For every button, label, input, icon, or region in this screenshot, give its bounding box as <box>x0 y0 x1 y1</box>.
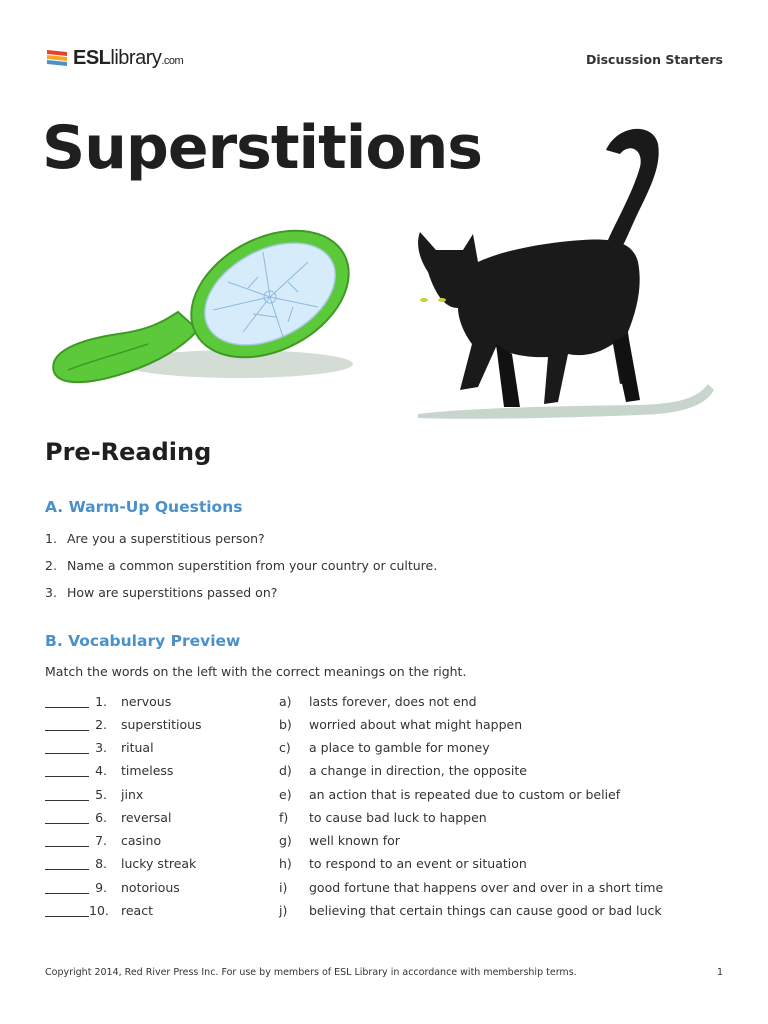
answer-blank[interactable] <box>45 730 89 731</box>
esl-library-logo <box>45 44 183 72</box>
black-cat-icon <box>408 122 720 422</box>
meaning-letter: b) <box>279 717 292 732</box>
answer-blank[interactable] <box>45 800 89 801</box>
vocab-word: reversal <box>121 810 172 825</box>
answer-blank[interactable] <box>45 753 89 754</box>
broken-mirror-icon <box>48 222 358 387</box>
item-number: 10. <box>89 903 109 918</box>
vocabulary-row <box>45 787 685 807</box>
vocab-meaning: well known for <box>309 833 400 848</box>
vocab-word: ritual <box>121 740 154 755</box>
item-number: 4. <box>95 763 107 778</box>
question-number: 3. <box>45 585 57 600</box>
answer-blank[interactable] <box>45 916 89 917</box>
question-number: 1. <box>45 531 57 546</box>
item-number: 2. <box>95 717 107 732</box>
answer-blank[interactable] <box>45 707 89 708</box>
vocab-meaning: believing that certain things can cause good or bad luck <box>309 903 662 918</box>
vocabulary-instructions: Match the words on the left with the correct meanings on the right. <box>45 664 467 679</box>
list-item <box>45 585 277 600</box>
vocabulary-row <box>45 903 685 923</box>
meaning-letter: e) <box>279 787 292 802</box>
vocab-word: react <box>121 903 153 918</box>
item-number: 5. <box>95 787 107 802</box>
vocab-word: jinx <box>121 787 144 802</box>
vocab-meaning: good fortune that happens over and over in a short time <box>309 880 664 895</box>
vocabulary-row <box>45 694 685 714</box>
logo-wordmark: ESLlibrary.com <box>73 46 184 69</box>
vocab-meaning: worried about what might happen <box>309 717 523 732</box>
vocab-meaning: lasts forever, does not end <box>309 694 477 709</box>
pre-reading-heading: Pre-Reading <box>45 438 212 466</box>
item-number: 3. <box>95 740 107 755</box>
vocabulary-heading: B. Vocabulary Preview <box>45 632 241 650</box>
answer-blank[interactable] <box>45 869 89 870</box>
vocab-word: nervous <box>121 694 172 709</box>
vocabulary-row <box>45 810 685 830</box>
item-number: 1. <box>95 694 107 709</box>
meaning-letter: j) <box>279 903 288 918</box>
answer-blank[interactable] <box>45 823 89 824</box>
answer-blank[interactable] <box>45 893 89 894</box>
section-label: Discussion Starters <box>585 52 723 67</box>
item-number: 9. <box>95 880 107 895</box>
meaning-letter: i) <box>279 880 288 895</box>
page-number: 1 <box>716 967 723 978</box>
meaning-letter: g) <box>279 833 292 848</box>
vocabulary-row <box>45 763 685 783</box>
meaning-letter: c) <box>279 740 291 755</box>
copyright-footer: Copyright 2014, Red River Press Inc. For use by members of ESL Library in accordance with membership terms. <box>45 967 577 978</box>
item-number: 7. <box>95 833 107 848</box>
vocab-meaning: to respond to an event or situation <box>309 856 527 871</box>
vocab-meaning: to cause bad luck to happen <box>309 810 487 825</box>
vocab-meaning: an action that is repeated due to custom or belief <box>309 787 621 802</box>
vocab-word: casino <box>121 833 162 848</box>
question-text: Are you a superstitious person? <box>67 531 265 546</box>
vocabulary-row <box>45 880 685 900</box>
vocab-word: lucky streak <box>121 856 197 871</box>
meaning-letter: d) <box>279 763 292 778</box>
answer-blank[interactable] <box>45 846 89 847</box>
vocabulary-row <box>45 717 685 737</box>
vocabulary-row <box>45 856 685 876</box>
page-title: Superstitions <box>42 113 483 183</box>
meaning-letter: a) <box>279 694 292 709</box>
vocab-meaning: a change in direction, the opposite <box>309 763 527 778</box>
vocab-word: superstitious <box>121 717 202 732</box>
question-number: 2. <box>45 558 57 573</box>
warm-up-heading: A. Warm-Up Questions <box>45 498 243 516</box>
vocab-meaning: a place to gamble for money <box>309 740 490 755</box>
vocab-word: notorious <box>121 880 180 895</box>
meaning-letter: h) <box>279 856 292 871</box>
meaning-letter: f) <box>279 810 289 825</box>
list-item <box>45 558 437 573</box>
vocabulary-row <box>45 740 685 760</box>
item-number: 8. <box>95 856 107 871</box>
vocab-word: timeless <box>121 763 174 778</box>
question-text: How are superstitions passed on? <box>67 585 278 600</box>
question-text: Name a common superstition from your country or culture. <box>67 558 438 573</box>
item-number: 6. <box>95 810 107 825</box>
book-stack-icon <box>45 46 69 70</box>
list-item <box>45 531 265 546</box>
answer-blank[interactable] <box>45 776 89 777</box>
vocabulary-row <box>45 833 685 853</box>
